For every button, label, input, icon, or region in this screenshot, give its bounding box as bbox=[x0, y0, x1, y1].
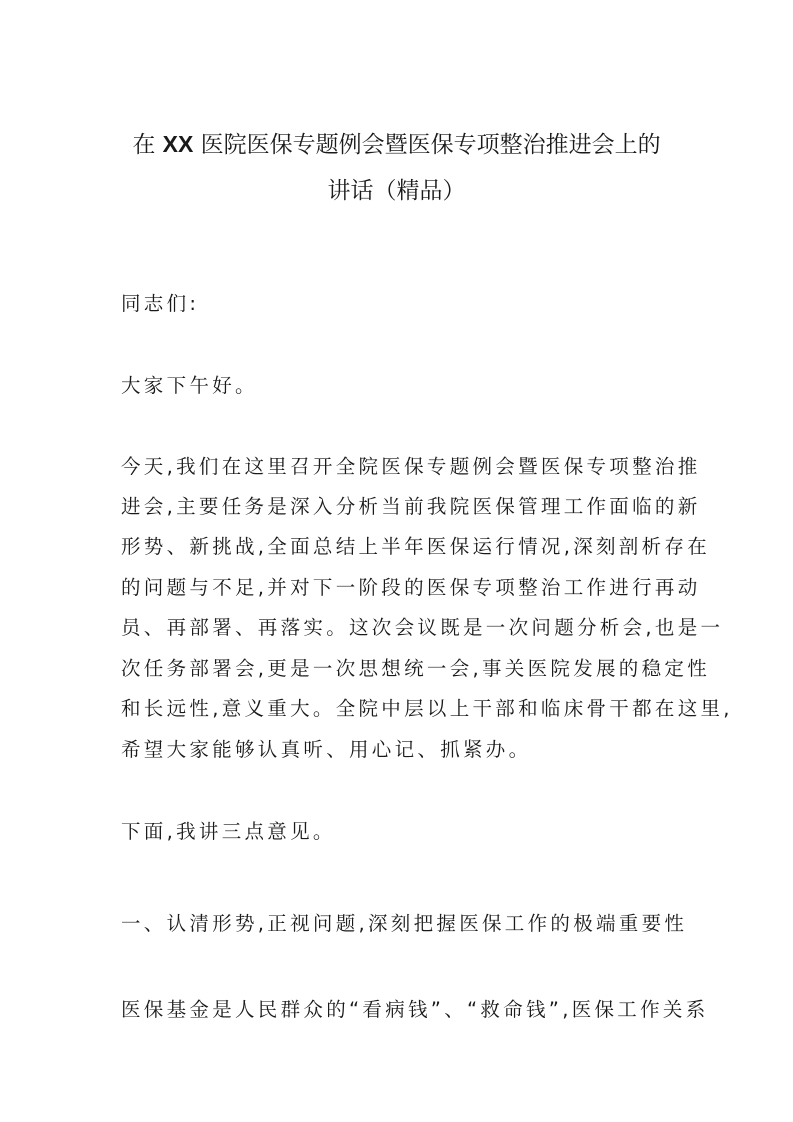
paragraph-line: 今天,我们在这里召开全院医保专题例会暨医保专项整治推 bbox=[121, 455, 701, 478]
paragraph-line: 员、再部署、再落实。这次会议既是一次问题分析会,也是一 bbox=[121, 616, 724, 639]
title-prefix: 在 bbox=[132, 132, 156, 158]
document-title-line-2: 讲话（精品） bbox=[327, 178, 466, 204]
document-title-line-1 bbox=[100, 133, 693, 157]
greeting: 大家下午好。 bbox=[121, 374, 258, 397]
title-placeholder-xx: XX bbox=[162, 131, 194, 157]
section-heading: 一、认清形势,正视问题,深刻把握医保工作的极端重要性 bbox=[121, 912, 688, 935]
paragraph-line: 的问题与不足,并对下一阶段的医保专项整治工作进行再动 bbox=[121, 576, 701, 599]
salutation: 同志们: bbox=[121, 292, 200, 315]
title-rest: 医院医保专题例会暨医保专项整治推进会上的 bbox=[200, 132, 661, 158]
intro-points: 下面,我讲三点意见。 bbox=[121, 820, 336, 843]
paragraph-line: 次任务部署会,更是一次思想统一会,事关医院发展的稳定性 bbox=[121, 657, 710, 680]
paragraph-line: 和长远性,意义重大。全院中层以上干部和临床骨干都在这里, bbox=[121, 697, 733, 720]
paragraph-line: 形势、新挑战,全面总结上半年医保运行情况,深刻剖析存在 bbox=[121, 535, 710, 558]
paragraph-line: 进会,主要任务是深入分析当前我院医保管理工作面临的新 bbox=[121, 495, 701, 518]
paragraph-line: 医保基金是人民群众的“看病钱”、“救命钱”,医保工作关系 bbox=[121, 998, 709, 1021]
paragraph-line: 希望大家能够认真听、用心记、抓紧办。 bbox=[121, 738, 532, 761]
